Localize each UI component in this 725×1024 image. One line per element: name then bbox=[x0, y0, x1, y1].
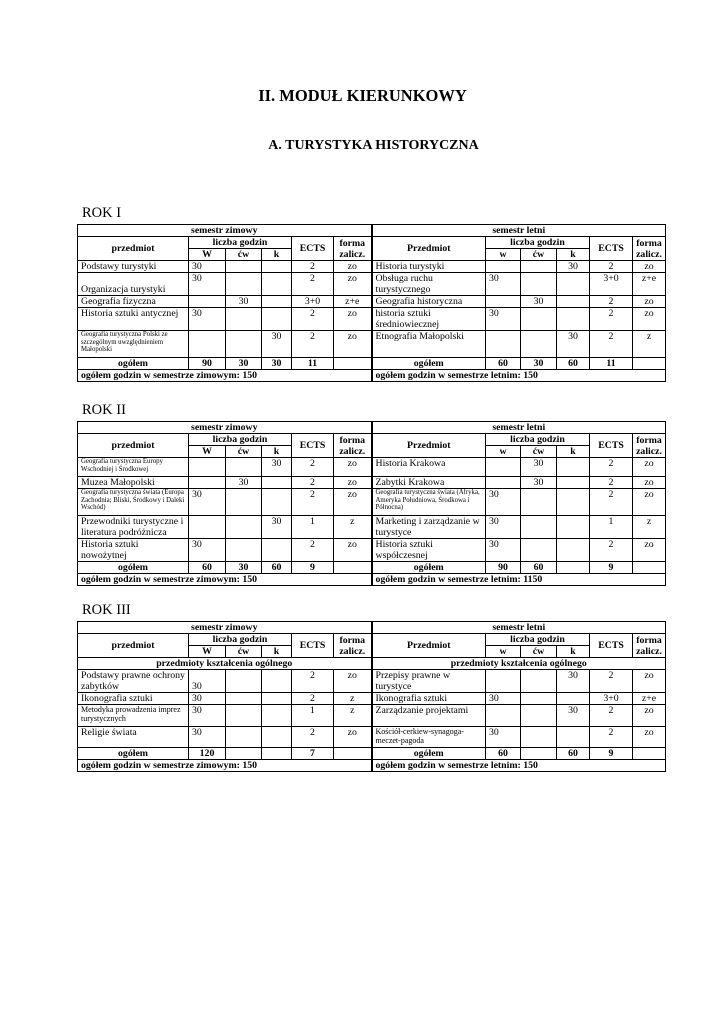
hours-k bbox=[557, 539, 590, 562]
total-w: 60 bbox=[486, 748, 521, 760]
subject-column-header: Przedmiot bbox=[372, 634, 486, 658]
form-value: zo bbox=[633, 261, 666, 273]
summer-hours-summary: ogółem godzin w semestrze letnim: 150 bbox=[372, 370, 666, 382]
semester-hours-row bbox=[78, 760, 666, 772]
hours-k bbox=[557, 693, 590, 705]
hours-cw bbox=[521, 308, 557, 331]
ects-header: ECTS bbox=[590, 237, 633, 261]
total-row bbox=[78, 358, 666, 370]
ects-value: 1 bbox=[590, 516, 633, 539]
ects-value: 2 bbox=[292, 477, 334, 489]
hours-cw bbox=[521, 273, 557, 296]
total-row bbox=[78, 562, 666, 574]
hours-w: 30 bbox=[486, 516, 521, 539]
ects-value: 2 bbox=[590, 261, 633, 273]
subject-column-header: Przedmiot bbox=[372, 434, 486, 458]
hours-w: 30 bbox=[486, 308, 521, 331]
table-row bbox=[78, 308, 666, 331]
subject-name: Geografia turystyczna Europy Wschodniej i Środkowej bbox=[78, 458, 189, 477]
table-row bbox=[78, 727, 666, 748]
form-header: forma zalicz. bbox=[633, 237, 666, 261]
total-form bbox=[334, 748, 372, 760]
hours-w: 30 bbox=[486, 273, 521, 296]
hours-w bbox=[486, 477, 521, 489]
winter-hours-summary: ogółem godzin w semestrze zimowym: 150 bbox=[78, 370, 372, 382]
total-k: 60 bbox=[557, 748, 590, 760]
conversation-header: k bbox=[557, 446, 590, 458]
hours-cw bbox=[226, 458, 262, 477]
section-subtitle: A. TURYSTYKA HISTORYCZNA bbox=[268, 138, 479, 153]
hours-w bbox=[486, 261, 521, 273]
total-form bbox=[334, 358, 372, 370]
form-value: zo bbox=[334, 477, 372, 489]
form-value: z bbox=[633, 516, 666, 539]
hours-w: 30 bbox=[189, 727, 226, 748]
form-value: zo bbox=[334, 308, 372, 331]
hours-cw bbox=[226, 727, 262, 748]
ects-value: 1 bbox=[292, 705, 334, 727]
ects-value: 2 bbox=[590, 539, 633, 562]
subject-name: Przewodniki turystyczne i literatura podróżnicza bbox=[78, 516, 189, 539]
ects-value: 2 bbox=[292, 458, 334, 477]
hours-cw bbox=[226, 539, 262, 562]
hours-k bbox=[557, 489, 590, 516]
subject-name: historia sztuki średniowiecznej bbox=[372, 308, 486, 331]
hours-w bbox=[486, 296, 521, 308]
subject-column-header: przedmiot bbox=[78, 434, 189, 458]
winter-hours-summary: ogółem godzin w semestrze zimowym: 150 bbox=[78, 574, 372, 586]
form-header: forma zalicz. bbox=[633, 634, 666, 658]
subject-name: Organizacja turystyki bbox=[78, 273, 189, 296]
hours-k: 30 bbox=[557, 670, 590, 693]
hours-k bbox=[262, 273, 292, 296]
hours-header: liczba godzin bbox=[486, 237, 590, 249]
subject-name: Metodyka prowadzenia imprez turystycznych bbox=[78, 705, 189, 727]
semester-winter-header: semestr zimowy bbox=[78, 622, 372, 634]
exercise-header: ćw bbox=[226, 249, 262, 261]
table-row bbox=[78, 705, 666, 727]
hours-k: 30 bbox=[262, 516, 292, 539]
exercise-header: ćw bbox=[226, 646, 262, 658]
hours-w bbox=[486, 670, 521, 693]
subject-name: Podstawy turystyki bbox=[78, 261, 189, 273]
hours-header: liczba godzin bbox=[486, 634, 590, 646]
ects-value: 2 bbox=[292, 331, 334, 358]
table-row bbox=[78, 670, 666, 693]
form-value: z bbox=[633, 331, 666, 358]
ects-header: ECTS bbox=[590, 634, 633, 658]
hours-w: 30 bbox=[189, 670, 226, 693]
table-row bbox=[78, 458, 666, 477]
table-row bbox=[78, 516, 666, 539]
total-label: ogółem bbox=[78, 562, 189, 574]
form-value: zo bbox=[633, 489, 666, 516]
total-cw: 30 bbox=[226, 562, 262, 574]
hours-cw bbox=[521, 331, 557, 358]
total-ects: 7 bbox=[292, 748, 334, 760]
table-row bbox=[78, 296, 666, 308]
hours-cw bbox=[226, 693, 262, 705]
total-cw: 30 bbox=[226, 358, 262, 370]
form-header: forma zalicz. bbox=[334, 434, 372, 458]
form-value: zo bbox=[334, 539, 372, 562]
hours-w bbox=[189, 296, 226, 308]
form-value: zo bbox=[334, 489, 372, 516]
form-value: zo bbox=[334, 727, 372, 748]
hours-w bbox=[189, 477, 226, 489]
hours-cw: 30 bbox=[521, 296, 557, 308]
form-value: zo bbox=[633, 296, 666, 308]
form-value: z bbox=[334, 516, 372, 539]
subject-name: Religie świata bbox=[78, 727, 189, 748]
total-cw bbox=[226, 748, 262, 760]
total-ects: 9 bbox=[292, 562, 334, 574]
year-title-2: ROK II bbox=[82, 402, 126, 418]
hours-header: liczba godzin bbox=[189, 434, 292, 446]
hours-header: liczba godzin bbox=[189, 634, 292, 646]
ects-value: 2 bbox=[590, 308, 633, 331]
total-ects: 11 bbox=[590, 358, 633, 370]
total-cw: 30 bbox=[521, 358, 557, 370]
table-row bbox=[78, 477, 666, 489]
ects-value: 2 bbox=[292, 489, 334, 516]
hours-cw bbox=[521, 693, 557, 705]
hours-k bbox=[557, 727, 590, 748]
table-row bbox=[78, 539, 666, 562]
ects-value: 2 bbox=[292, 727, 334, 748]
subject-name: Historia sztuki współczesnej bbox=[372, 539, 486, 562]
ects-value: 2 bbox=[590, 727, 633, 748]
hours-w: 30 bbox=[486, 727, 521, 748]
hours-k bbox=[557, 273, 590, 296]
total-ects: 9 bbox=[590, 562, 633, 574]
year-table-2 bbox=[77, 421, 666, 586]
general-education-label: przedmioty kształcenia ogólnego bbox=[372, 658, 666, 670]
subject-name: Geografia turystyczna Polski ze szczególnym uwzględnieniem Małopolski bbox=[78, 331, 189, 358]
hours-cw: 30 bbox=[226, 477, 262, 489]
form-value: zo bbox=[334, 670, 372, 693]
table-row bbox=[78, 273, 666, 296]
hours-k bbox=[557, 458, 590, 477]
form-value: zo bbox=[334, 261, 372, 273]
hours-w: 30 bbox=[486, 539, 521, 562]
hours-w bbox=[486, 458, 521, 477]
hours-k: 30 bbox=[262, 458, 292, 477]
subject-name: Historia sztuki antycznej bbox=[78, 308, 189, 331]
hours-cw bbox=[226, 705, 262, 727]
ects-header: ECTS bbox=[292, 434, 334, 458]
total-form bbox=[334, 562, 372, 574]
semester-hours-row bbox=[78, 370, 666, 382]
table-row bbox=[78, 489, 666, 516]
hours-k bbox=[557, 296, 590, 308]
total-k: 60 bbox=[557, 358, 590, 370]
form-header: forma zalicz. bbox=[334, 237, 372, 261]
form-value: zo bbox=[633, 705, 666, 727]
lecture-header: w bbox=[486, 249, 521, 261]
ects-header: ECTS bbox=[292, 634, 334, 658]
general-education-row bbox=[78, 658, 666, 670]
hours-k: 30 bbox=[262, 331, 292, 358]
hours-k bbox=[262, 705, 292, 727]
subject-name: Geografia turystyczna świata (Europa Zachodnia; Bliski, Środkowy i Daleki Wschód) bbox=[78, 489, 189, 516]
lecture-header: W bbox=[189, 249, 226, 261]
total-w: 60 bbox=[486, 358, 521, 370]
form-value: zo bbox=[334, 331, 372, 358]
year-title-3: ROK III bbox=[82, 602, 131, 618]
ects-value: 2 bbox=[292, 670, 334, 693]
conversation-header: k bbox=[262, 446, 292, 458]
ects-value: 2 bbox=[590, 477, 633, 489]
total-form bbox=[633, 748, 666, 760]
hours-w bbox=[189, 331, 226, 358]
hours-k: 30 bbox=[557, 331, 590, 358]
hours-k bbox=[262, 727, 292, 748]
form-value: zo bbox=[334, 458, 372, 477]
hours-cw bbox=[226, 489, 262, 516]
ects-value: 2 bbox=[292, 539, 334, 562]
hours-w: 30 bbox=[189, 261, 226, 273]
subject-name: Etnografia Małopolski bbox=[372, 331, 486, 358]
hours-k: 30 bbox=[557, 261, 590, 273]
hours-cw bbox=[226, 670, 262, 693]
total-k bbox=[557, 562, 590, 574]
total-w: 90 bbox=[486, 562, 521, 574]
lecture-header: w bbox=[486, 646, 521, 658]
subject-name: Zabytki Krakowa bbox=[372, 477, 486, 489]
form-value: zo bbox=[334, 273, 372, 296]
hours-cw bbox=[226, 331, 262, 358]
hours-w: 30 bbox=[189, 273, 226, 296]
total-label: ogółem bbox=[78, 748, 189, 760]
hours-cw bbox=[521, 727, 557, 748]
hours-cw bbox=[226, 273, 262, 296]
hours-cw bbox=[521, 261, 557, 273]
hours-w: 30 bbox=[189, 693, 226, 705]
lecture-header: W bbox=[189, 446, 226, 458]
subject-name: Zarządzanie projektami bbox=[372, 705, 486, 727]
semester-hours-row bbox=[78, 574, 666, 586]
summer-hours-summary: ogółem godzin w semestrze letnim: 150 bbox=[372, 760, 666, 772]
subject-name: Obsługa ruchu turystycznego bbox=[372, 273, 486, 296]
hours-cw bbox=[226, 308, 262, 331]
ects-value: 2 bbox=[590, 458, 633, 477]
conversation-header: k bbox=[262, 646, 292, 658]
year-title-1: ROK I bbox=[82, 205, 122, 221]
subject-name: Podstawy prawne ochrony zabytków bbox=[78, 670, 189, 693]
hours-w bbox=[189, 516, 226, 539]
hours-k bbox=[557, 516, 590, 539]
form-value: z+e bbox=[633, 273, 666, 296]
winter-hours-summary: ogółem godzin w semestrze zimowym: 150 bbox=[78, 760, 372, 772]
subject-name: Historia sztuki nowożytnej bbox=[78, 539, 189, 562]
subject-name: Marketing i zarządzanie w turystyce bbox=[372, 516, 486, 539]
table-row bbox=[78, 261, 666, 273]
total-w: 60 bbox=[189, 562, 226, 574]
form-value: z+e bbox=[633, 693, 666, 705]
hours-k bbox=[262, 489, 292, 516]
hours-k bbox=[262, 693, 292, 705]
lecture-header: W bbox=[189, 646, 226, 658]
total-w: 90 bbox=[189, 358, 226, 370]
ects-value: 2 bbox=[590, 331, 633, 358]
total-form bbox=[633, 562, 666, 574]
hours-k: 30 bbox=[557, 705, 590, 727]
hours-w bbox=[486, 331, 521, 358]
subject-name: Geografia fizyczna bbox=[78, 296, 189, 308]
hours-cw: 30 bbox=[226, 296, 262, 308]
hours-cw bbox=[226, 516, 262, 539]
subject-name: Historia turystyki bbox=[372, 261, 486, 273]
hours-w: 30 bbox=[486, 489, 521, 516]
total-w: 120 bbox=[189, 748, 226, 760]
total-label: ogółem bbox=[372, 562, 486, 574]
hours-w: 30 bbox=[486, 693, 521, 705]
ects-value: 2 bbox=[292, 693, 334, 705]
form-value: z bbox=[334, 693, 372, 705]
total-label: ogółem bbox=[78, 358, 189, 370]
ects-value: 3+0 bbox=[590, 273, 633, 296]
hours-cw bbox=[521, 539, 557, 562]
exercise-header: ćw bbox=[521, 249, 557, 261]
hours-cw: 30 bbox=[521, 458, 557, 477]
hours-w bbox=[189, 458, 226, 477]
hours-header: liczba godzin bbox=[189, 237, 292, 249]
hours-k bbox=[557, 477, 590, 489]
hours-k bbox=[262, 539, 292, 562]
subject-column-header: przedmiot bbox=[78, 634, 189, 658]
hours-k bbox=[557, 308, 590, 331]
total-label: ogółem bbox=[372, 748, 486, 760]
total-ects: 9 bbox=[590, 748, 633, 760]
form-value: zo bbox=[633, 539, 666, 562]
form-header: forma zalicz. bbox=[633, 434, 666, 458]
form-value: zo bbox=[633, 727, 666, 748]
hours-w: 30 bbox=[189, 308, 226, 331]
subject-name: Historia Krakowa bbox=[372, 458, 486, 477]
hours-cw bbox=[521, 516, 557, 539]
ects-value: 2 bbox=[590, 705, 633, 727]
table-row bbox=[78, 331, 666, 358]
conversation-header: k bbox=[557, 249, 590, 261]
exercise-header: ćw bbox=[226, 446, 262, 458]
subject-name: Przepisy prawne w turystyce bbox=[372, 670, 486, 693]
ects-header: ECTS bbox=[292, 237, 334, 261]
table-row bbox=[78, 693, 666, 705]
hours-cw: 30 bbox=[521, 477, 557, 489]
ects-value: 2 bbox=[292, 308, 334, 331]
semester-winter-header: semestr zimowy bbox=[78, 422, 372, 434]
total-label: ogółem bbox=[372, 358, 486, 370]
semester-winter-header: semestr zimowy bbox=[78, 225, 372, 237]
hours-w bbox=[486, 705, 521, 727]
hours-cw bbox=[226, 261, 262, 273]
total-k: 60 bbox=[262, 562, 292, 574]
summer-hours-summary: ogółem godzin w semestrze letnim: 1150 bbox=[372, 574, 666, 586]
hours-k bbox=[262, 670, 292, 693]
total-cw: 60 bbox=[521, 562, 557, 574]
hours-k bbox=[262, 477, 292, 489]
total-row bbox=[78, 748, 666, 760]
total-k bbox=[262, 748, 292, 760]
hours-k bbox=[262, 261, 292, 273]
subject-name: Ikonografia sztuki bbox=[78, 693, 189, 705]
total-ects: 11 bbox=[292, 358, 334, 370]
form-value: zo bbox=[633, 458, 666, 477]
ects-value: 2 bbox=[590, 489, 633, 516]
total-form bbox=[633, 358, 666, 370]
ects-value: 3+0 bbox=[590, 693, 633, 705]
ects-value: 2 bbox=[590, 670, 633, 693]
page-title: II. MODUŁ KIERUNKOWY bbox=[258, 86, 467, 105]
lecture-header: w bbox=[486, 446, 521, 458]
subject-name: Kościół-cerkiew-synagoga-meczet-pagoda bbox=[372, 727, 486, 748]
exercise-header: ćw bbox=[521, 646, 557, 658]
ects-value: 3+0 bbox=[292, 296, 334, 308]
ects-value: 2 bbox=[292, 261, 334, 273]
subject-name: Muzea Małopolski bbox=[78, 477, 189, 489]
semester-summer-header: semestr letni bbox=[372, 422, 666, 434]
form-value: z+e bbox=[334, 296, 372, 308]
subject-name: Geografia turystyczna świata (Afryka, Ameryka Południowa, Środkowa i Północna) bbox=[372, 489, 486, 516]
hours-k bbox=[262, 296, 292, 308]
conversation-header: k bbox=[557, 646, 590, 658]
subject-column-header: przedmiot bbox=[78, 237, 189, 261]
hours-w: 30 bbox=[189, 539, 226, 562]
year-table-3 bbox=[77, 621, 666, 772]
form-value: zo bbox=[633, 308, 666, 331]
hours-cw bbox=[521, 489, 557, 516]
hours-w: 30 bbox=[189, 705, 226, 727]
form-value: zo bbox=[633, 477, 666, 489]
semester-summer-header: semestr letni bbox=[372, 622, 666, 634]
ects-header: ECTS bbox=[590, 434, 633, 458]
hours-k bbox=[262, 308, 292, 331]
form-header: forma zalicz. bbox=[334, 634, 372, 658]
subject-name: Ikonografia sztuki bbox=[372, 693, 486, 705]
general-education-label: przedmioty kształcenia ogólnego bbox=[78, 658, 372, 670]
conversation-header: k bbox=[262, 249, 292, 261]
total-k: 30 bbox=[262, 358, 292, 370]
hours-cw bbox=[521, 670, 557, 693]
year-table-1 bbox=[77, 224, 666, 382]
subject-column-header: Przedmiot bbox=[372, 237, 486, 261]
hours-w: 30 bbox=[189, 489, 226, 516]
ects-value: 1 bbox=[292, 516, 334, 539]
hours-cw bbox=[521, 705, 557, 727]
form-value: zo bbox=[633, 670, 666, 693]
ects-value: 2 bbox=[292, 273, 334, 296]
ects-value: 2 bbox=[590, 296, 633, 308]
exercise-header: ćw bbox=[521, 446, 557, 458]
form-value: z bbox=[334, 705, 372, 727]
hours-header: liczba godzin bbox=[486, 434, 590, 446]
total-cw bbox=[521, 748, 557, 760]
semester-summer-header: semestr letni bbox=[372, 225, 666, 237]
subject-name: Geografia historyczna bbox=[372, 296, 486, 308]
